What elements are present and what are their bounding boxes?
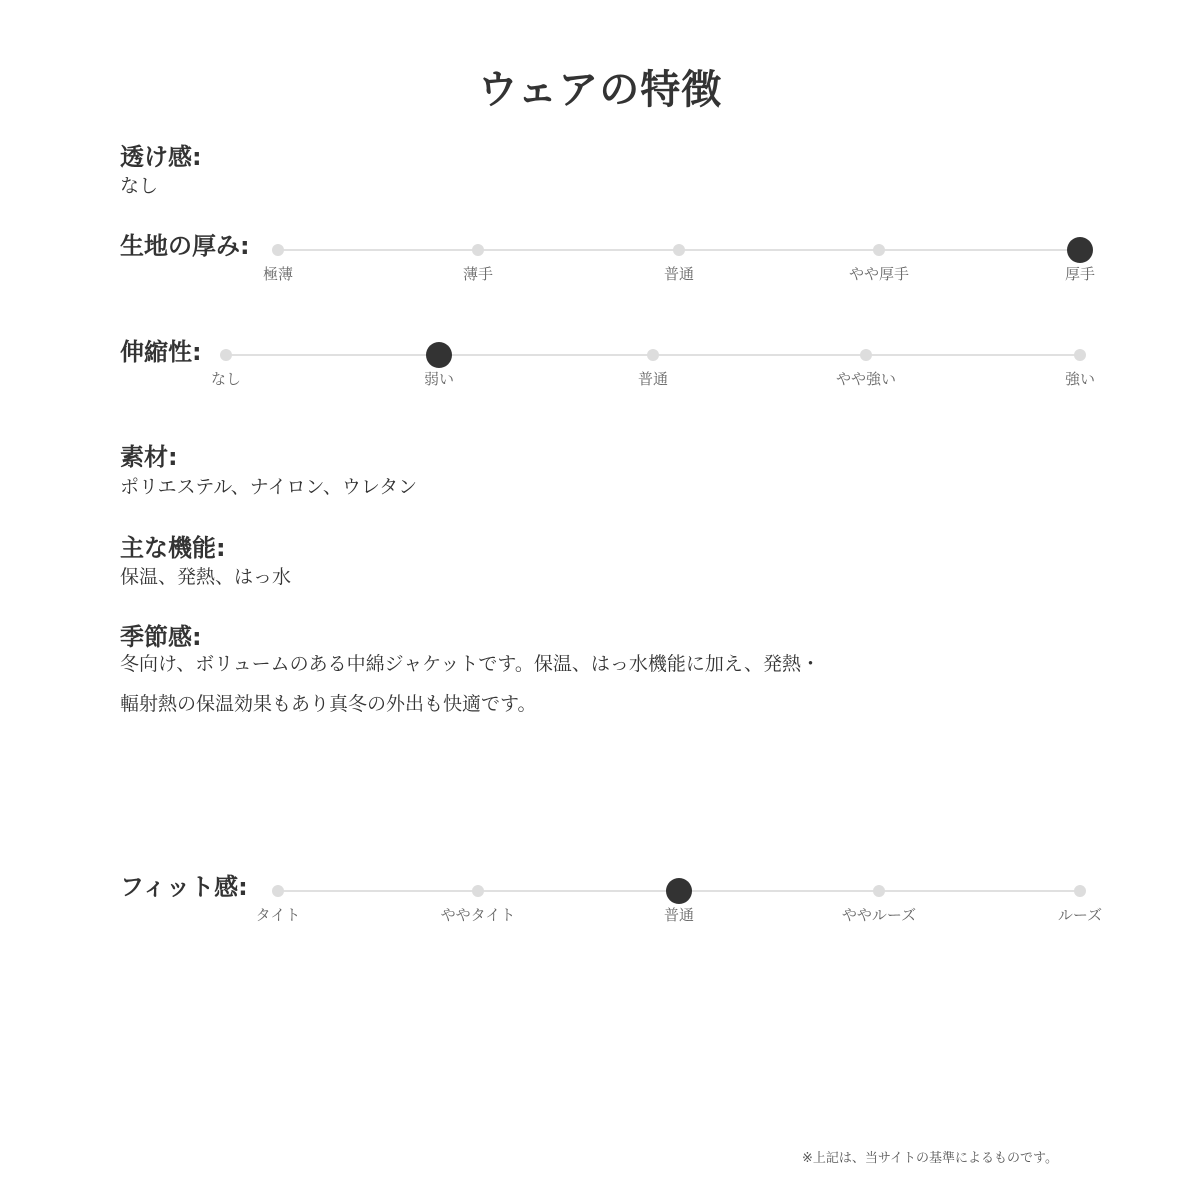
thickness-scale xyxy=(262,249,1095,309)
transparency-label: 透け感: xyxy=(120,143,202,171)
thickness-option-label: やや厚手 xyxy=(848,265,909,283)
fit-label: フィット感: xyxy=(120,873,248,901)
stretch-option-label: 普通 xyxy=(637,370,668,388)
scale-dot-icon xyxy=(647,349,659,361)
fit-option-label: ややルーズ xyxy=(841,906,917,924)
page-title: ウェアの特徴 xyxy=(477,67,723,113)
stretch-option-label: やや強い xyxy=(835,370,896,388)
thickness-label: 生地の厚み: xyxy=(120,232,250,260)
material-value: ポリエステル、ナイロン、ウレタン xyxy=(120,476,418,498)
scale-dot-icon xyxy=(272,885,284,897)
selected-dot-icon xyxy=(666,878,692,904)
scale-dot-icon xyxy=(1074,885,1086,897)
footnote: ※上記は、当サイトの基準によるものです。 xyxy=(802,1151,1058,1166)
fit-option-label: 普通 xyxy=(663,906,694,924)
season-line: 冬向け、ボリュームのある中綿ジャケットです。保温、はっ水機能に加え、発熱・ xyxy=(120,653,820,675)
scale-dot-icon xyxy=(1074,349,1086,361)
transparency-value: なし xyxy=(120,175,159,197)
material-label: 素材: xyxy=(120,443,178,471)
thickness-option-label: 薄手 xyxy=(462,265,493,283)
thickness-option-label: 普通 xyxy=(663,265,694,283)
functions-value: 保温、発熱、はっ水 xyxy=(120,566,292,588)
scale-dot-icon xyxy=(873,244,885,256)
scale-dot-icon xyxy=(873,885,885,897)
stretch-scale xyxy=(210,354,1095,414)
scale-dot-icon xyxy=(220,349,232,361)
fit-option-label: タイト xyxy=(255,906,301,924)
functions-label: 主な機能: xyxy=(120,534,226,562)
scale-dot-icon xyxy=(860,349,872,361)
season-line: 輻射熱の保温効果もあり真冬の外出も快適です。 xyxy=(120,693,537,715)
thickness-option-label: 厚手 xyxy=(1064,265,1095,283)
season-label: 季節感: xyxy=(120,623,202,651)
selected-dot-icon xyxy=(1067,237,1093,263)
fit-option-label: ルーズ xyxy=(1057,906,1103,924)
scale-dot-icon xyxy=(673,244,685,256)
fit-scale xyxy=(255,890,1103,950)
scale-dot-icon xyxy=(472,885,484,897)
season-description xyxy=(120,644,920,724)
thickness-option-label: 極薄 xyxy=(262,265,293,283)
fit-option-label: ややタイト xyxy=(440,906,516,924)
stretch-option-label: 弱い xyxy=(423,370,454,388)
stretch-label: 伸縮性: xyxy=(120,338,202,366)
stretch-option-label: なし xyxy=(210,370,241,388)
scale-dot-icon xyxy=(272,244,284,256)
stretch-option-label: 強い xyxy=(1064,370,1095,388)
selected-dot-icon xyxy=(426,342,452,368)
scale-dot-icon xyxy=(472,244,484,256)
